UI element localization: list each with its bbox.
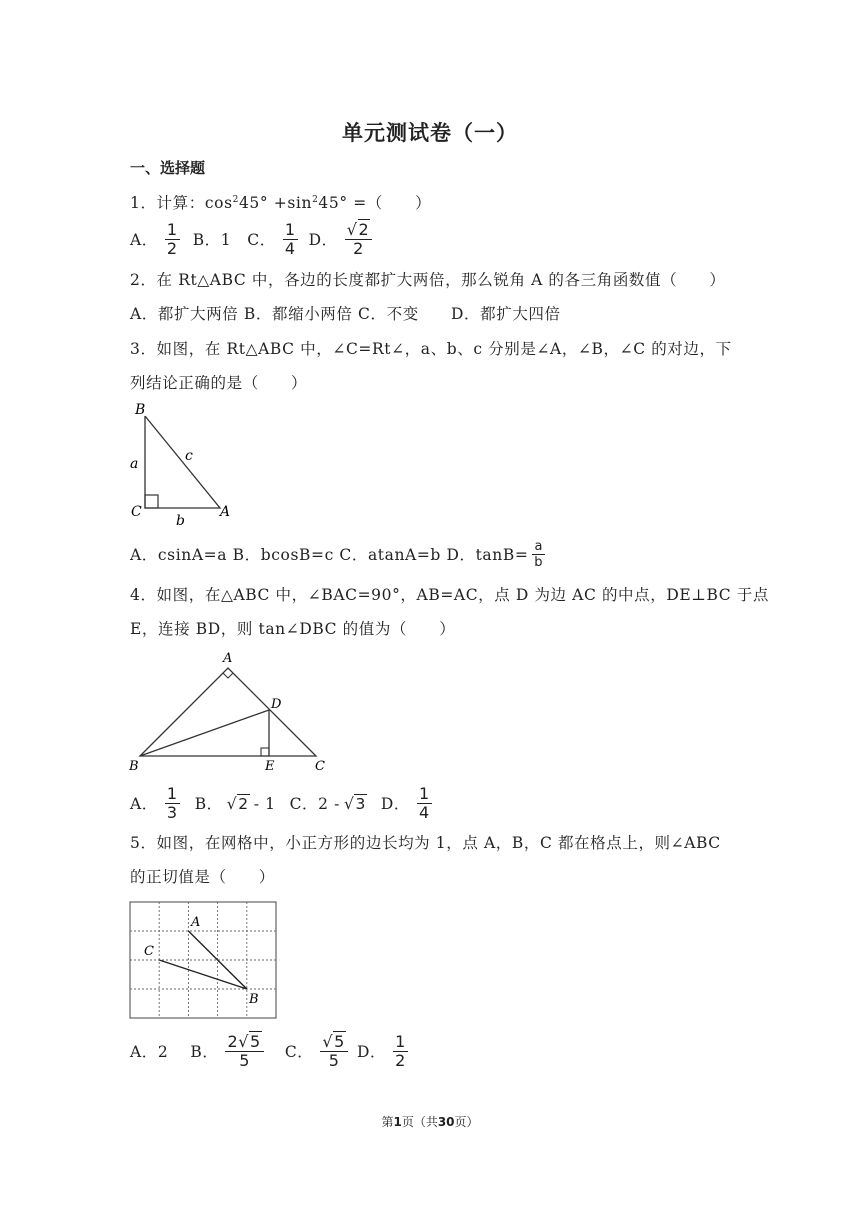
numerator: 1 (166, 784, 178, 803)
footer-text: 页） (454, 1115, 479, 1129)
radicand: 5 (250, 1032, 261, 1051)
point-label-c: C (144, 944, 154, 959)
numerator: a (534, 539, 544, 554)
q1-text-part: 1．计算：cos (130, 194, 233, 213)
numerator: 1 (395, 1032, 406, 1051)
question-3-options (130, 540, 548, 569)
option-b-label: B．1 (192, 230, 232, 249)
numerator (225, 1034, 263, 1052)
option-b-label: B． (194, 794, 223, 813)
question-2-options: A．都扩大两倍 B．都缩小两倍 C．不变 D．都扩大四倍 (130, 305, 561, 323)
page-title: 单元测试卷（一） (342, 121, 518, 145)
right-triangle-figure (125, 398, 240, 528)
denominator: 5 (328, 1051, 340, 1070)
vertex-label-c: C (131, 504, 142, 520)
point-label-e: E (265, 759, 275, 774)
question-5-stem-continued: 的正切值是（ ） (130, 868, 275, 886)
option-c-label: C．2 - (289, 794, 340, 813)
denominator: 2 (166, 239, 178, 258)
vertex-label-c: C (315, 759, 325, 774)
sqrt-symbol: √5 (238, 1032, 261, 1051)
q1-superscript: 2 (232, 195, 239, 205)
numerator: 1 (166, 220, 178, 239)
option-a-label: A． (130, 794, 158, 813)
footer-text: 第 (381, 1115, 394, 1129)
denominator: 5 (239, 1051, 251, 1070)
side-label-a: a (130, 456, 139, 472)
numerator (320, 1034, 348, 1052)
question-4-options (130, 786, 435, 821)
q1-text-part: 45° +sin (238, 194, 313, 213)
option-d-label: D． (380, 794, 411, 813)
numerator: 1 (419, 784, 430, 803)
fraction (165, 222, 180, 257)
numerator: 1 (284, 220, 296, 239)
vertex-label-a: A (223, 651, 233, 666)
fraction (225, 1034, 263, 1069)
q1-text-part: 45° =（ ） (318, 194, 432, 213)
fraction (165, 786, 180, 821)
question-5-options (130, 1034, 411, 1069)
option-b-tail: - 1 (253, 794, 276, 813)
question-3-stem: 3．如图，在 Rt△ABC 中，∠C=Rt∠，a、b、c 分别是∠A，∠B，∠C 的对边，下 (130, 340, 732, 358)
question-3-stem-continued: 列结论正确的是（ ） (130, 374, 308, 392)
sqrt-symbol: √5 (322, 1032, 345, 1051)
triangle-abc-figure (125, 648, 340, 778)
option-b-label: B． (190, 1042, 219, 1061)
denominator: 4 (419, 803, 430, 822)
section-heading: 一、选择题 (130, 159, 206, 177)
fraction (320, 1034, 348, 1069)
denominator: b (534, 555, 544, 570)
radicand: 2 (238, 794, 249, 813)
current-page-number: 1 (393, 1115, 402, 1129)
numerator (345, 222, 373, 240)
footer-text: 页（共 (401, 1115, 438, 1129)
denominator: 2 (353, 239, 364, 258)
option-c-label: C． (247, 230, 276, 249)
radicand: 2 (358, 220, 370, 239)
point-label-d: D (271, 697, 282, 712)
question-5-stem: 5．如图，在网格中，小正方形的边长均为 1，点 A，B，C 都在格点上，则∠ABC (130, 834, 721, 852)
q1-superscript: 2 (312, 195, 319, 205)
question-1-stem (130, 190, 431, 213)
vertex-label-b: B (135, 402, 146, 418)
fraction (283, 222, 298, 257)
radicand: 5 (334, 1032, 345, 1051)
fraction (532, 540, 545, 569)
option-a-label: A．2 (130, 1042, 169, 1061)
sqrt-symbol: √3 (343, 794, 366, 813)
vertex-label-b: B (129, 759, 139, 774)
point-label-b: B (249, 992, 259, 1007)
option-a-label: A． (130, 230, 158, 249)
denominator: 3 (166, 803, 178, 822)
question-1-options (130, 222, 375, 257)
denominator: 2 (395, 1051, 406, 1070)
point-label-a: A (191, 915, 201, 930)
sqrt-symbol: √2 (346, 220, 370, 239)
option-d-label: D． (308, 230, 338, 249)
option-c-label: C． (284, 1042, 314, 1061)
side-label-c: c (185, 448, 193, 464)
side-label-b: b (176, 513, 185, 528)
denominator: 4 (284, 239, 296, 258)
total-page-count: 30 (437, 1115, 455, 1129)
coefficient: 2 (227, 1032, 239, 1051)
question-4-stem-continued: E，连接 BD，则 tan∠DBC 的值为（ ） (130, 620, 456, 638)
vertex-label-a: A (220, 504, 231, 520)
question-4-stem: 4．如图，在△ABC 中，∠BAC=90°，AB=AC，点 D 为边 AC 的中点，DE⊥BC 于点 (130, 586, 769, 604)
question-2-stem: 2．在 Rt△ABC 中，各边的长度都扩大两倍，那么锐角 A 的各三角函数值（ ） (130, 271, 726, 289)
radicand: 3 (355, 794, 366, 813)
fraction (417, 786, 432, 821)
grid-figure (125, 897, 285, 1025)
fraction (393, 1034, 408, 1069)
page-footer (0, 1113, 860, 1130)
sqrt-symbol: √2 (226, 794, 249, 813)
options-text: A．csinA=a B．bcosB=c C．atanA=b D．tanB= (130, 545, 529, 564)
fraction (345, 222, 373, 257)
option-d-label: D． (356, 1042, 387, 1061)
